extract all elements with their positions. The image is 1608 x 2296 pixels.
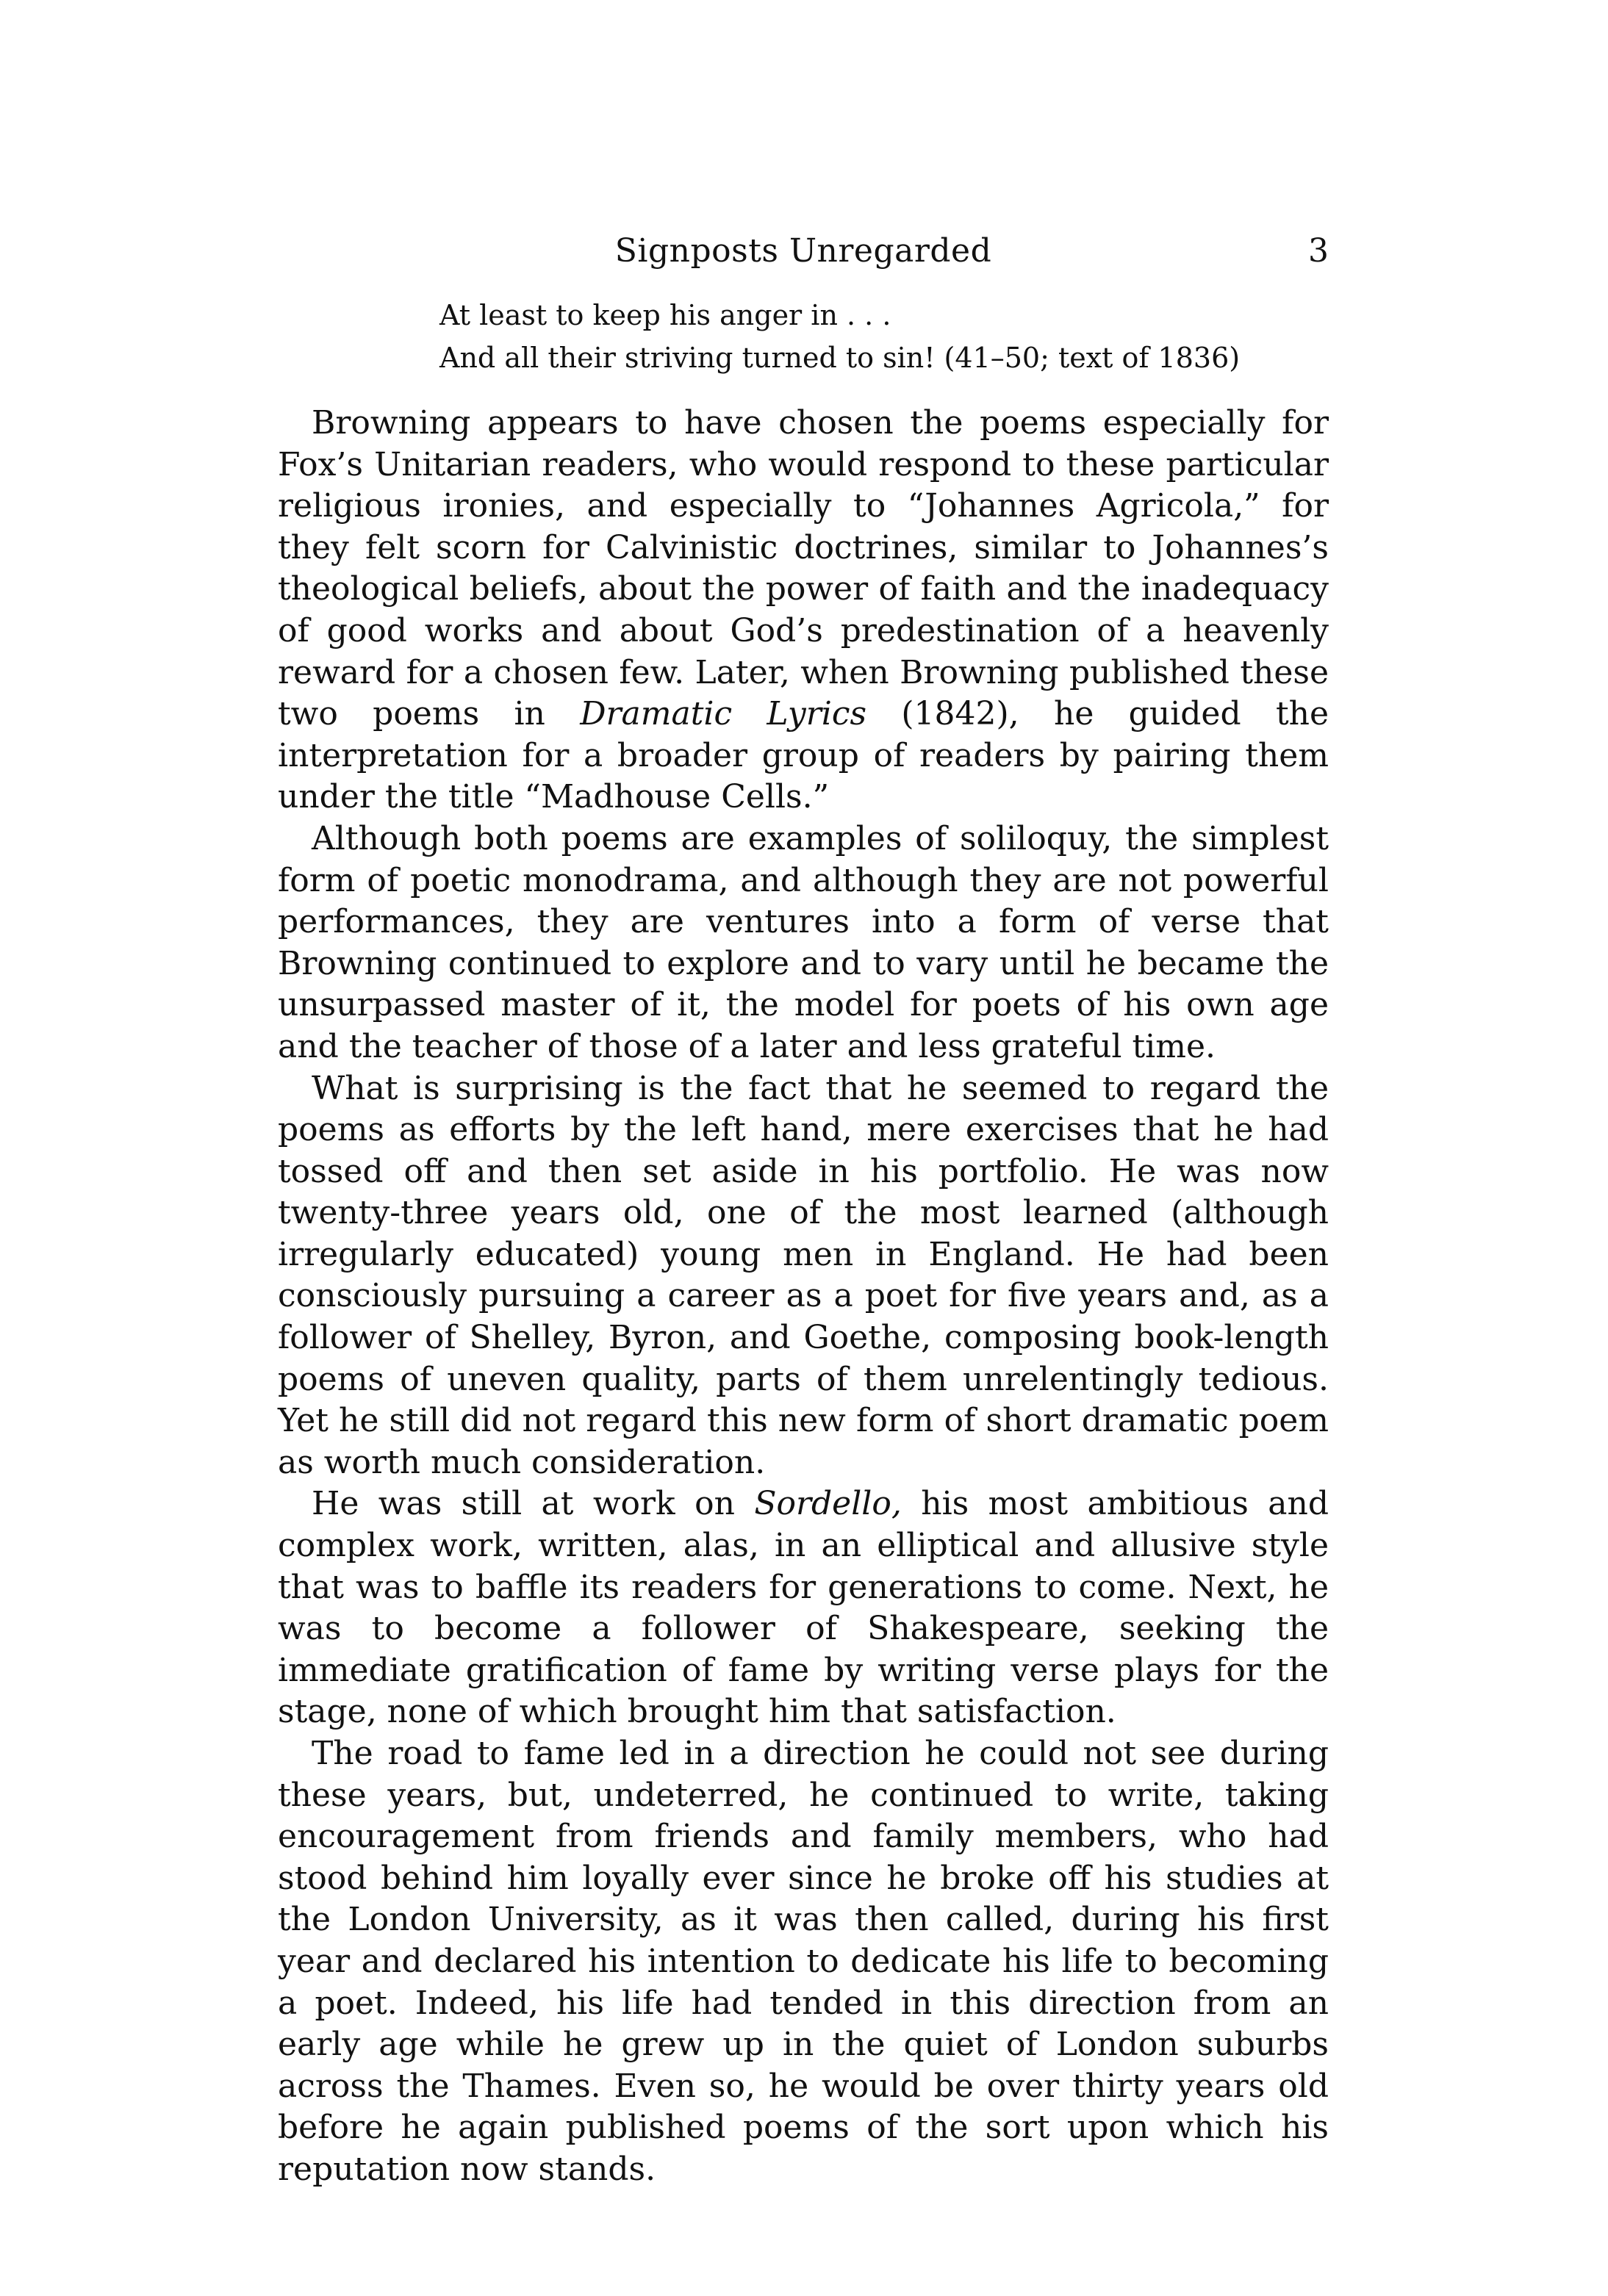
verse-line: And all their striving turned to sin! (41–50; text of 1836) (439, 342, 1241, 374)
page-number: 3 (1308, 232, 1329, 270)
running-head (278, 229, 1329, 273)
paragraph-text: Browning appears to have chosen the poems especially for Fox’s Unitarian readers, who would respond to these particular religious ironies, and especially to “Johannes Agricola,” for they felt scorn for Calvinistic doctrines, similar to Johannes’s theological beliefs, about the power of faith and the inadequacy of good works and about God’s predestination of a heavenly reward for a chosen few. Later, when Browning published these two poems in (278, 404, 1329, 733)
book-title-italic: Dramatic Lyrics (580, 695, 867, 733)
paragraph-text: (1842), he guided the interpretation for a broader group of readers by pairing them under the title “Madhouse Cells.” (278, 695, 1329, 816)
paragraph (278, 1483, 1329, 1733)
book-title-italic: Sordello, (754, 1485, 902, 1523)
verse-line: At least to keep his anger in . . . (439, 299, 891, 331)
paragraph: Although both poems are examples of soliloquy, the simplest form of poetic monodrama, and although they are not powerful performances, they are ventures into a form of verse that Browning continued to explore and to vary until he became the unsurpassed master of it, the model for poets of his own age and the teacher of those of a later and less grateful time. (278, 819, 1329, 1065)
running-title: Signposts Unregarded (614, 232, 992, 270)
paragraph-text: He was still at work on (312, 1485, 755, 1523)
verse-quotation (439, 294, 1336, 379)
paragraph-text: his most ambitious and complex work, written, alas, in an elliptical and allusive style that was to baffle its readers for generations to come. Next, he was to become a follower of Shakespeare, seeking the immediate gratification of fame by writing verse plays for the stage, none of which brought him that satisfaction. (278, 1485, 1329, 1731)
body-text (278, 403, 1329, 2191)
paragraph: What is surprising is the fact that he seemed to regard the poems as efforts by the left hand, mere exercises that he had tossed off and then set aside in his portfolio. He was now twenty-three years old, one of the most learned (although irregularly educated) young men in England. He had been consciously pursuing a career as a poet for five years and, as a follower of Shelley, Byron, and Goethe, composing book-length poems of uneven quality, parts of them unrelentingly tedious. Yet he still did not regard this new form of short dramatic poem as worth much consideration. (278, 1069, 1329, 1481)
paragraph (278, 403, 1329, 818)
paragraph: The road to fame led in a direction he could not see during these years, but, undeterred, he continued to write, taking encouragement from friends and family members, who had stood behind him loyally ever since he broke off his studies at the London University, as it was then called, during his first year and declared his intention to dedicate his life to becoming a poet. Indeed, his life had tended in this direction from an early age while he grew up in the quiet of London suburbs across the Thames. Even so, he would be over thirty years old before he again published poems of the sort upon which his reputation now stands. (278, 1735, 1329, 2188)
